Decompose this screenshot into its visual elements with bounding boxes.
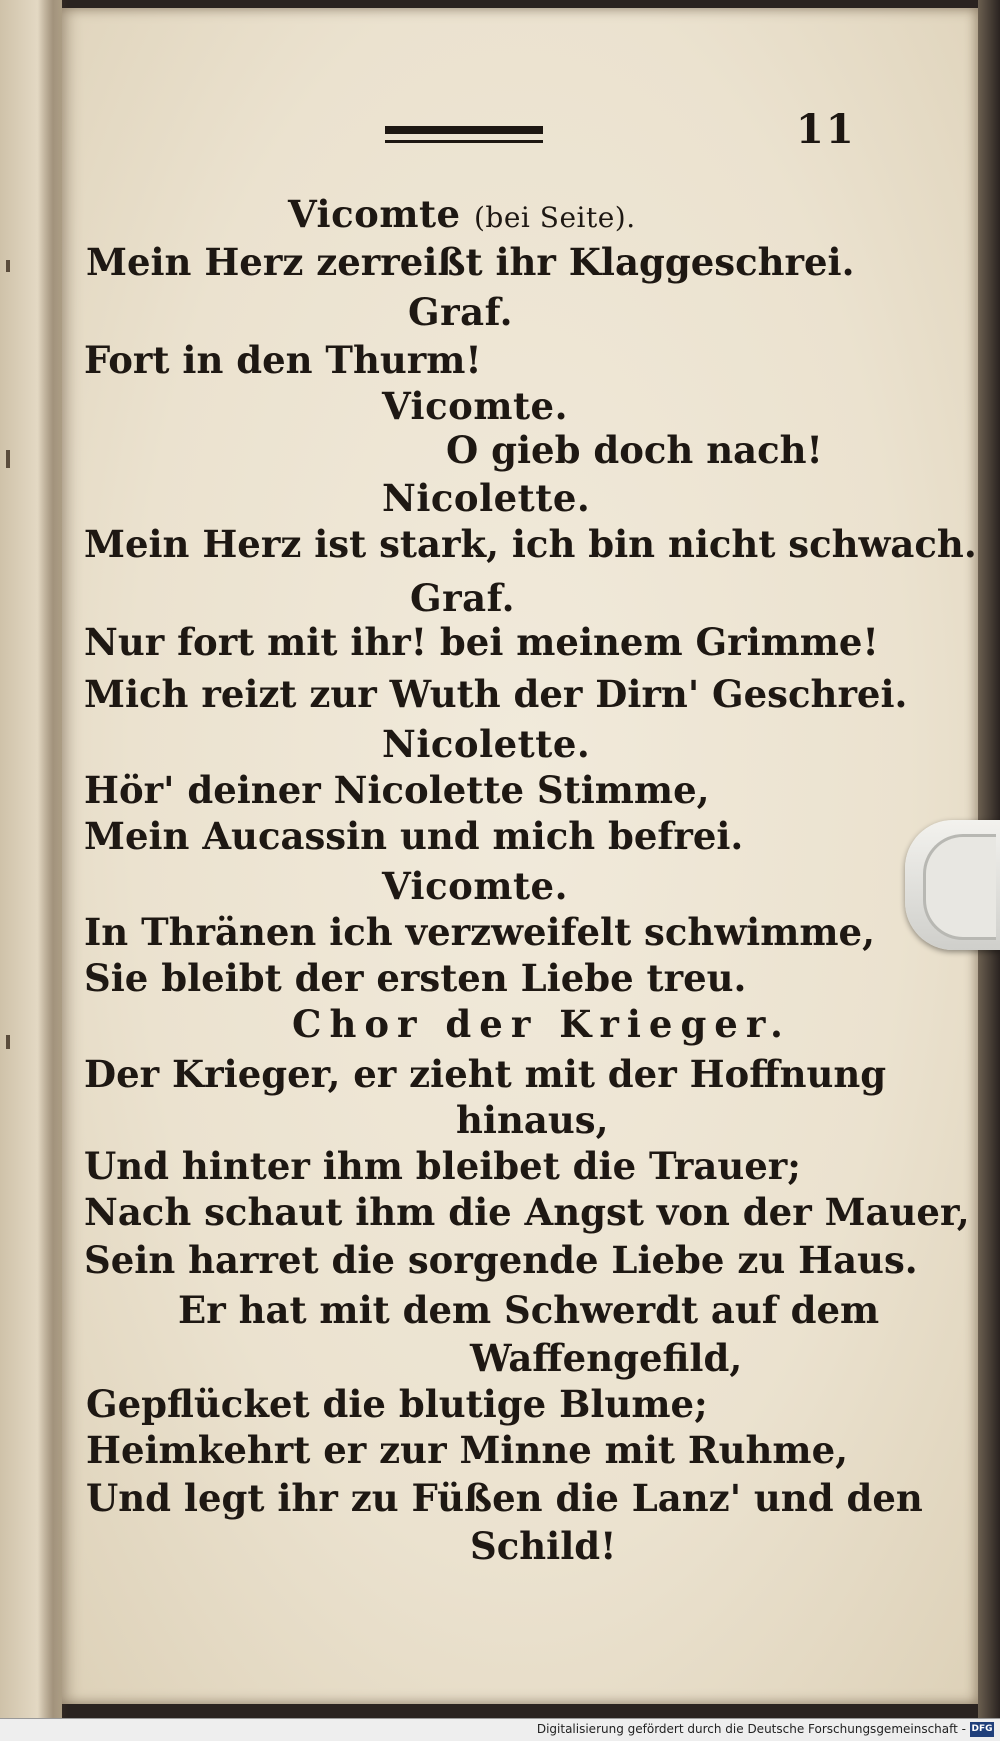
verse-line: hinaus, [456, 1098, 609, 1142]
verse-line: Heimkehrt er zur Minne mit Ruhme, [86, 1428, 848, 1472]
speaker-name: Nicolette. [382, 476, 591, 520]
page-clip-inner [923, 834, 996, 940]
facing-page-mark [6, 450, 10, 468]
verse-line: Nach schaut ihm die Angst von der Mauer, [84, 1190, 970, 1234]
verse-line: Gepflücket die blutige Blume; [86, 1382, 708, 1426]
speaker-name: Graf. [408, 290, 514, 334]
verse-line: Waffengefild, [470, 1336, 743, 1380]
verse-line: Und legt ihr zu Füßen die Lanz' und den [86, 1476, 923, 1520]
speaker-name: Nicolette. [382, 722, 591, 766]
verse-line: Sein harret die sorgende Liebe zu Haus. [84, 1238, 918, 1282]
verse-line: Und hinter ihm bleibet die Trauer; [84, 1144, 801, 1188]
verse-line: Er hat mit dem Schwerdt auf dem [178, 1288, 880, 1332]
verse-line: Der Krieger, er zieht mit der Hoffnung [84, 1052, 887, 1096]
facing-page-mark [6, 260, 10, 272]
verse-line: O gieb doch nach! [446, 428, 823, 472]
verse-line: Mich reizt zur Wuth der Dirn' Geschrei. [84, 672, 908, 716]
verse-line: Mein Herz zerreißt ihr Klaggeschrei. [86, 240, 855, 284]
verse-line: Sie bleibt der ersten Liebe treu. [84, 956, 747, 1000]
verse-line: In Thränen ich verzweifelt schwimme, [84, 910, 875, 954]
verse-line: Hör' deiner Nicolette Stimme, [84, 768, 710, 812]
speaker-name: Graf. [410, 576, 516, 620]
verse-line: Fort in den Thurm! [84, 338, 482, 382]
header-rule-thin [385, 140, 543, 143]
speaker-name: Chor der Krieger. [292, 1002, 791, 1046]
page-clip [905, 820, 1000, 950]
digitization-footer [0, 1718, 1000, 1741]
verse-line: Mein Aucassin und mich befrei. [84, 814, 744, 858]
verse-line: Mein Herz ist stark, ich bin nicht schwach. [84, 522, 977, 566]
speaker-name: Vicomte. [382, 384, 568, 428]
footer-credit: Digitalisierung gefördert durch die Deutsche Forschungsgemeinschaft - [536, 1722, 966, 1736]
facing-page-mark [6, 1035, 10, 1049]
verse-line: Schild! [470, 1524, 617, 1568]
stage-direction: (bei Seite). [474, 201, 636, 234]
verse-line: Nur fort mit ihr! bei meinem Grimme! [84, 620, 879, 664]
header-rule-thick [385, 126, 543, 134]
speaker-name: Vicomte. [382, 864, 568, 908]
speaker-name: Vicomte (bei Seite). [288, 192, 636, 236]
dfg-logo-icon: DFG [970, 1722, 994, 1737]
page-number: 11 [796, 106, 856, 153]
